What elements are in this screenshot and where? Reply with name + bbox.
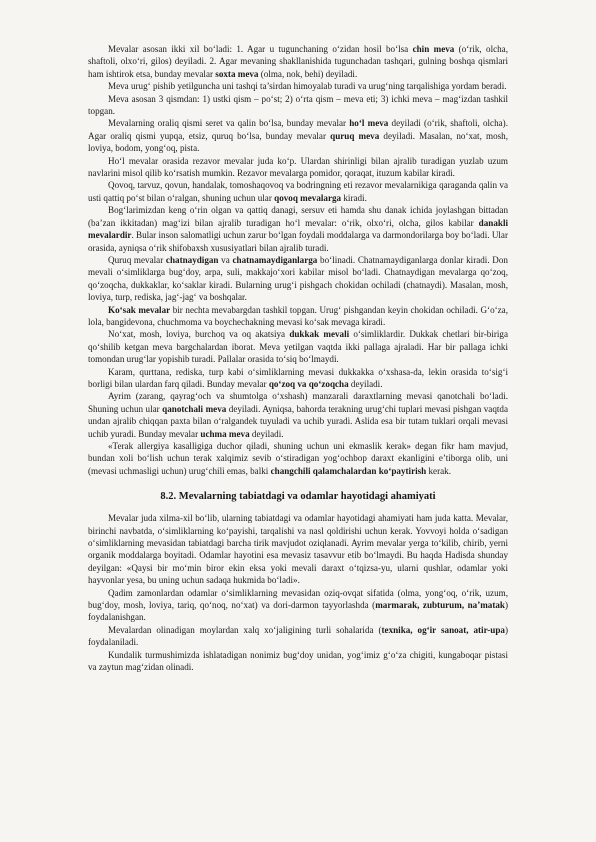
text-run: «Terak allergiya kasalligiga duchor qiladi, shuning uchun uni ekmaslik kerak» degan fikr ham mavjud, bundan xoli bo‘lish uchun terak xalqimiz sevib o‘stiradigan yog‘ochbop daraxt ekanligini e’tiborga olib, uni (mevasi uchmasligi uchun) urug‘chili emas, balki: [88, 441, 508, 476]
text-run: deyiladi (o‘rik, shaftoli, olcha). Agar oraliq qismi yupqa, etsiz, quruq bo‘lsa, bunday mevalar: [88, 118, 508, 141]
paragraph: [88, 204, 508, 254]
bold-term: chin meva: [412, 44, 455, 54]
bold-term: qovoq mevalarga: [274, 192, 342, 203]
text-section-fruit-importance: [88, 512, 508, 673]
text-run: (olma, nok, behi) deyiladi.: [258, 68, 358, 79]
bold-term: texnika, og‘ir sanoat, atir-upa: [381, 624, 505, 635]
paragraph: [88, 254, 508, 304]
text-run: No‘xat, mosh, loviya, burchoq va oq akatsiya: [108, 329, 290, 340]
bold-term: qanotchali meva: [162, 403, 227, 414]
bold-term: marmarak, zubturum, na’matak: [375, 600, 505, 611]
paragraph: [88, 80, 508, 92]
paragraph: [88, 512, 508, 586]
text-run: deyiladi.: [348, 378, 383, 389]
text-run: Meva urug‘ pishib yetilguncha uni tashqi ta’sirdan himoyalab turadi va urug‘ning tarqalishiga yordam beradi.: [108, 81, 507, 92]
text-run: Ho‘l mevalar orasida rezavor mevalar juda ko‘p. Ulardan shirinligi bilan ajralib turadigan yuzlab uzum navlarini misol qilib ko‘rsatish mumkin. Rezavor mevalarga pomidor, qoraqat, ituzum kabilar kiradi.: [88, 155, 508, 179]
paragraph: [88, 624, 508, 649]
paragraph: [88, 179, 508, 204]
text-run: va: [218, 254, 233, 265]
paragraph: [88, 93, 508, 118]
paragraph: [88, 366, 508, 391]
bold-term: dukkak mevali: [289, 329, 350, 340]
text-run: Meva asosan 3 qismdan: 1) ustki qism – po‘st; 2) o‘rta qism – meva eti; 3) ichki meva – mag‘izdan tashkil topgan.: [88, 93, 508, 117]
bold-term: qo‘zoq va qo‘zoqcha: [268, 378, 349, 389]
paragraph: [88, 43, 508, 80]
text-run: bo‘linadi. Chatnamaydiganlarga donlar kiradi. Don mevali o‘simliklarga bug‘doy, arpa, suli, makkajo‘xori kabilar misol bo‘ladi. Chatnaydigan mevalarga qo‘zoq, qo‘zoqcha, dukkaklar, ko‘saklar kiradi. Bularning urug‘i pishgach chokidan ochiladi (chatnaydi). Masalan, mosh, loviya, turp, rediska, jag‘-jag‘ va boshqalar.: [88, 254, 508, 303]
bold-term: Ko‘sak mevalar: [108, 304, 171, 315]
text-run: o‘simliklardir. Dukkak chetlari bir-biriga qo‘shilib ketgan meva bargchalardan iborat. Meva yetilgan vaqtda ikki pallaga ajraladi. Har bir pallaga ichki tomondan urug‘lar yopishib turadi. Pallalar orasida to‘siq bo‘lmaydi.: [88, 329, 508, 365]
text-run: deyiladi. Ayniqsa, bahorda terakning urug‘chi tuplari mevasi pishgan vaqtda undan ajralib chiqqan paxta bilan o‘ralgandek tuyuladi va uchib yuradi. Aslida esa bir tutam tuklari orqali mevasi uchib yuradi. Bunday mevalar: [88, 403, 508, 439]
text-run: Bog‘larimizdan keng o‘rin olgan va qattiq danagi, sersuv eti hamda shu danak ichida joylashgan bittadan (ba’zan ikkitadan) mag‘izi bilan ajralib turadigan ho‘l mevalar: o‘rik, olxo‘ri, olcha, gilos kabilar: [88, 205, 508, 228]
text-run: Karam, qurttana, rediska, turp kabi o‘simliklarning mevasi dukkakka o‘xshasa-da, lekin orasida to‘sig‘i borligi bilan ulardan farq qiladi. Bunday mevalar: [88, 366, 508, 389]
text-run: deyiladi. Masalan, no‘xat, mosh, loviya, bodom, yong‘oq, pista.: [88, 130, 508, 154]
text-run: Quruq mevalar: [108, 254, 166, 265]
text-run: kerak.: [426, 465, 451, 476]
text-run: bir nechta mevabargdan tashkil topgan. Urug‘ pishgandan keyin chokidan ochiladi. G‘o‘za, lola, bangidevona, chuchmoma va boychechakning mevasi ko‘sak mevaga kiradi.: [88, 304, 508, 327]
bold-term: changchili qalamchalardan ko‘paytirish: [270, 465, 427, 476]
bold-term: danakli mevalardir: [88, 217, 508, 241]
paragraph: [88, 390, 508, 440]
text-run: ) foydalanishgan.: [88, 600, 509, 623]
bold-term: chatnaydigan: [165, 254, 219, 265]
text-run: Mevalarning oraliq qismi seret va qalin bo‘lsa, bunday mevalar: [108, 118, 350, 129]
bold-term: chatnamaydiganlarga: [232, 254, 318, 265]
bold-term: soxta meva: [215, 68, 259, 79]
text-run: Ayrim (zarang, qayrag‘och va shumtolga o‘xshash) manzarali daraxtlarning mevasi qanotchali bo‘ladi. Shuning uchun ular: [88, 391, 508, 414]
text-run: . Bular inson salomatligi uchun zarur bo‘lgan foydali moddalarga va darmondorilarga boy bo‘ladi. Ular orasida, ayniqsa o‘rik shifobaxsh xususiyatlari bilan ajralib turadi.: [88, 230, 508, 253]
text-run: Qadim zamonlardan odamlar o‘simliklarning mevasidan oziq-ovqat sifatida (olma, yong‘oq, o‘rik, uzum, bug‘doy, mosh, loviya, tariq, qo‘noq, no‘xat) va dori-darmon tayyorlashda (: [88, 587, 508, 611]
bold-term: quruq meva: [330, 130, 380, 141]
paragraph: [88, 649, 508, 674]
bold-term: uchma meva: [200, 428, 250, 439]
text-run: (o‘rik, olcha, shaftoli, olxo‘ri, gilos) deyiladi. 2. Agar mevaning shakllanishida tugunchadan tashqari, gulning boshqa qismlari ham ishtirok etsa, bunday mevalar: [88, 44, 508, 79]
text-run: kiradi.: [341, 192, 367, 203]
text-run: Mevalar asosan ikki xil bo‘ladi: 1. Agar u tugunchaning o‘zidan hosil bo‘lsa: [108, 44, 413, 54]
text-section-fruit-types: [88, 43, 508, 477]
text-run: ) foydalaniladi.: [88, 624, 508, 648]
paragraph: [88, 587, 508, 624]
paragraph: [88, 440, 508, 477]
text-run: deyiladi.: [249, 428, 284, 439]
section-heading: 8.2. Mevalarning tabiatdagi va odamlar hayotidagi ahamiyati: [160, 491, 436, 503]
text-run: Qovoq, tarvuz, qovun, handalak, tomoshaqovoq va bodringning eti rezavor mevalarnikiga qaraganda qalin va usti qattiq po‘st bilan o‘ralgan, shuning uchun ular: [88, 180, 508, 203]
text-run: Mevalar juda xilma-xil bo‘lib, ularning tabiatdagi va odamlar hayotidagi ahamiyati ham juda katta. Mevalar, birinchi navbatda, o‘simliklarning ko‘payishi, tarqalishi va nasl qoldirishi uchun kerak. Yovvoyi holda o‘sadigan o‘simliklarning mevasidan tabiatdagi barcha tirik mavjudot oziqlanadi. Ayrim mevalar yerga to‘kilib, chirib, yerni organik moddalarga boyitadi. Odamlar hayotini esa mevasiz tasavvur etib bo‘lmaydi. Bu haqda Hadisda shunday deyilgan: «Qaysi bir mo‘min biror ekin eksa yoki mevali daraxt o‘tqizsa-yu, ularni qushlar, odamlar yoki hayvonlar yesa, bu uning uchun sadaqa hukmida bo‘ladi».: [88, 513, 508, 586]
text-run: Mevalardan olinadigan moylardan xalq xo‘jaligining turli sohalarida (: [108, 624, 382, 635]
paragraph: [88, 155, 508, 180]
text-run: Kundalik turmushimizda ishlatadigan nonimiz bug‘doy unidan, yog‘imiz g‘o‘za chigiti, kungaboqar pistasi va zaytun mag‘zidan olinadi.: [88, 649, 508, 673]
bold-term: ho‘l meva: [349, 118, 389, 129]
paragraph: [88, 328, 508, 365]
paragraph: [88, 117, 508, 154]
paragraph: [88, 304, 508, 329]
